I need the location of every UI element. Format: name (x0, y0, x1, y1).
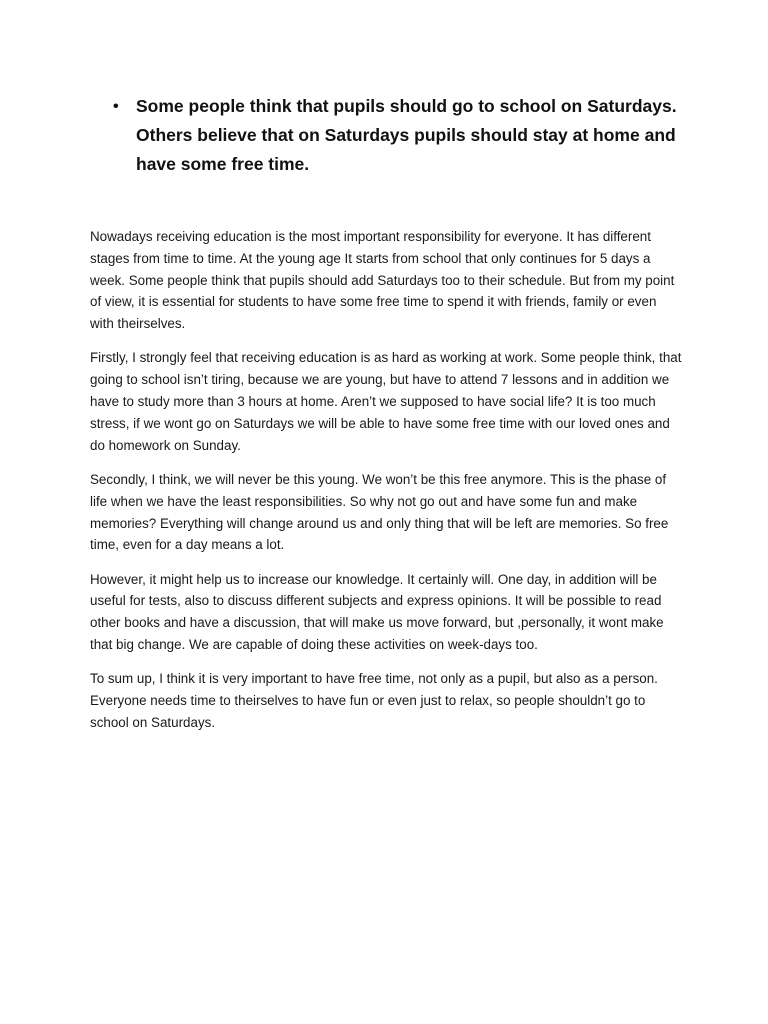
essay-paragraph-secondly: Secondly, I think, we will never be this young. We won’t be this free anymore. This is the phase of life when we have the least responsibilities. So why not go out and have some fun and make memories? Everything will change around us and only thing that will be left are memories. So free time, even for a day means a lot. (90, 471, 669, 553)
essay-paragraph-however: However, it might help us to increase our knowledge. It certainly will. One day, in addition will be useful for tests, also to discuss different subjects and express opinions. It will be possible to read other books and have a discussion, that will make us move forward, but ,personally, it wont make that big change. We are capable of doing these activities on week-days too. (90, 571, 664, 653)
essay-body (90, 226, 682, 746)
prompt-text: Some people think that pupils should go to school on Saturdays. Others believe that on Saturdays pupils should stay at home and have some free time. (136, 96, 677, 174)
prompt-bullet-item (110, 92, 710, 179)
essay-paragraph-intro: Nowadays receiving education is the most important responsibility for everyone. It has different stages from time to time. At the young age It starts from school that only continues for 5 days a week. Some people think that pupils should add Saturdays too to their schedule. But from my point of view, it is essential for students to have some free time to spend it with friends, family or even with theirselves. (90, 229, 675, 332)
bullet-icon: • (113, 98, 119, 115)
essay-prompt (110, 92, 710, 179)
essay-paragraph-conclusion: To sum up, I think it is very important to have free time, not only as a pupil, but also as a person. Everyone needs time to theirselves to have fun or even just to relax, so people shouldn’t go to school on Saturdays. (90, 671, 658, 730)
essay-paragraph-firstly: Firstly, I strongly feel that receiving education is as hard as working at work. Some people think, that going to school isn’t tiring, because we are young, but have to attend 7 lessons and in addition we have to study more than 3 hours at home. Aren’t we supposed to have social life? It is too much stress, if we wont go on Saturdays we will be able to have some free time with our loved ones and do homework on Sunday. (90, 350, 682, 453)
